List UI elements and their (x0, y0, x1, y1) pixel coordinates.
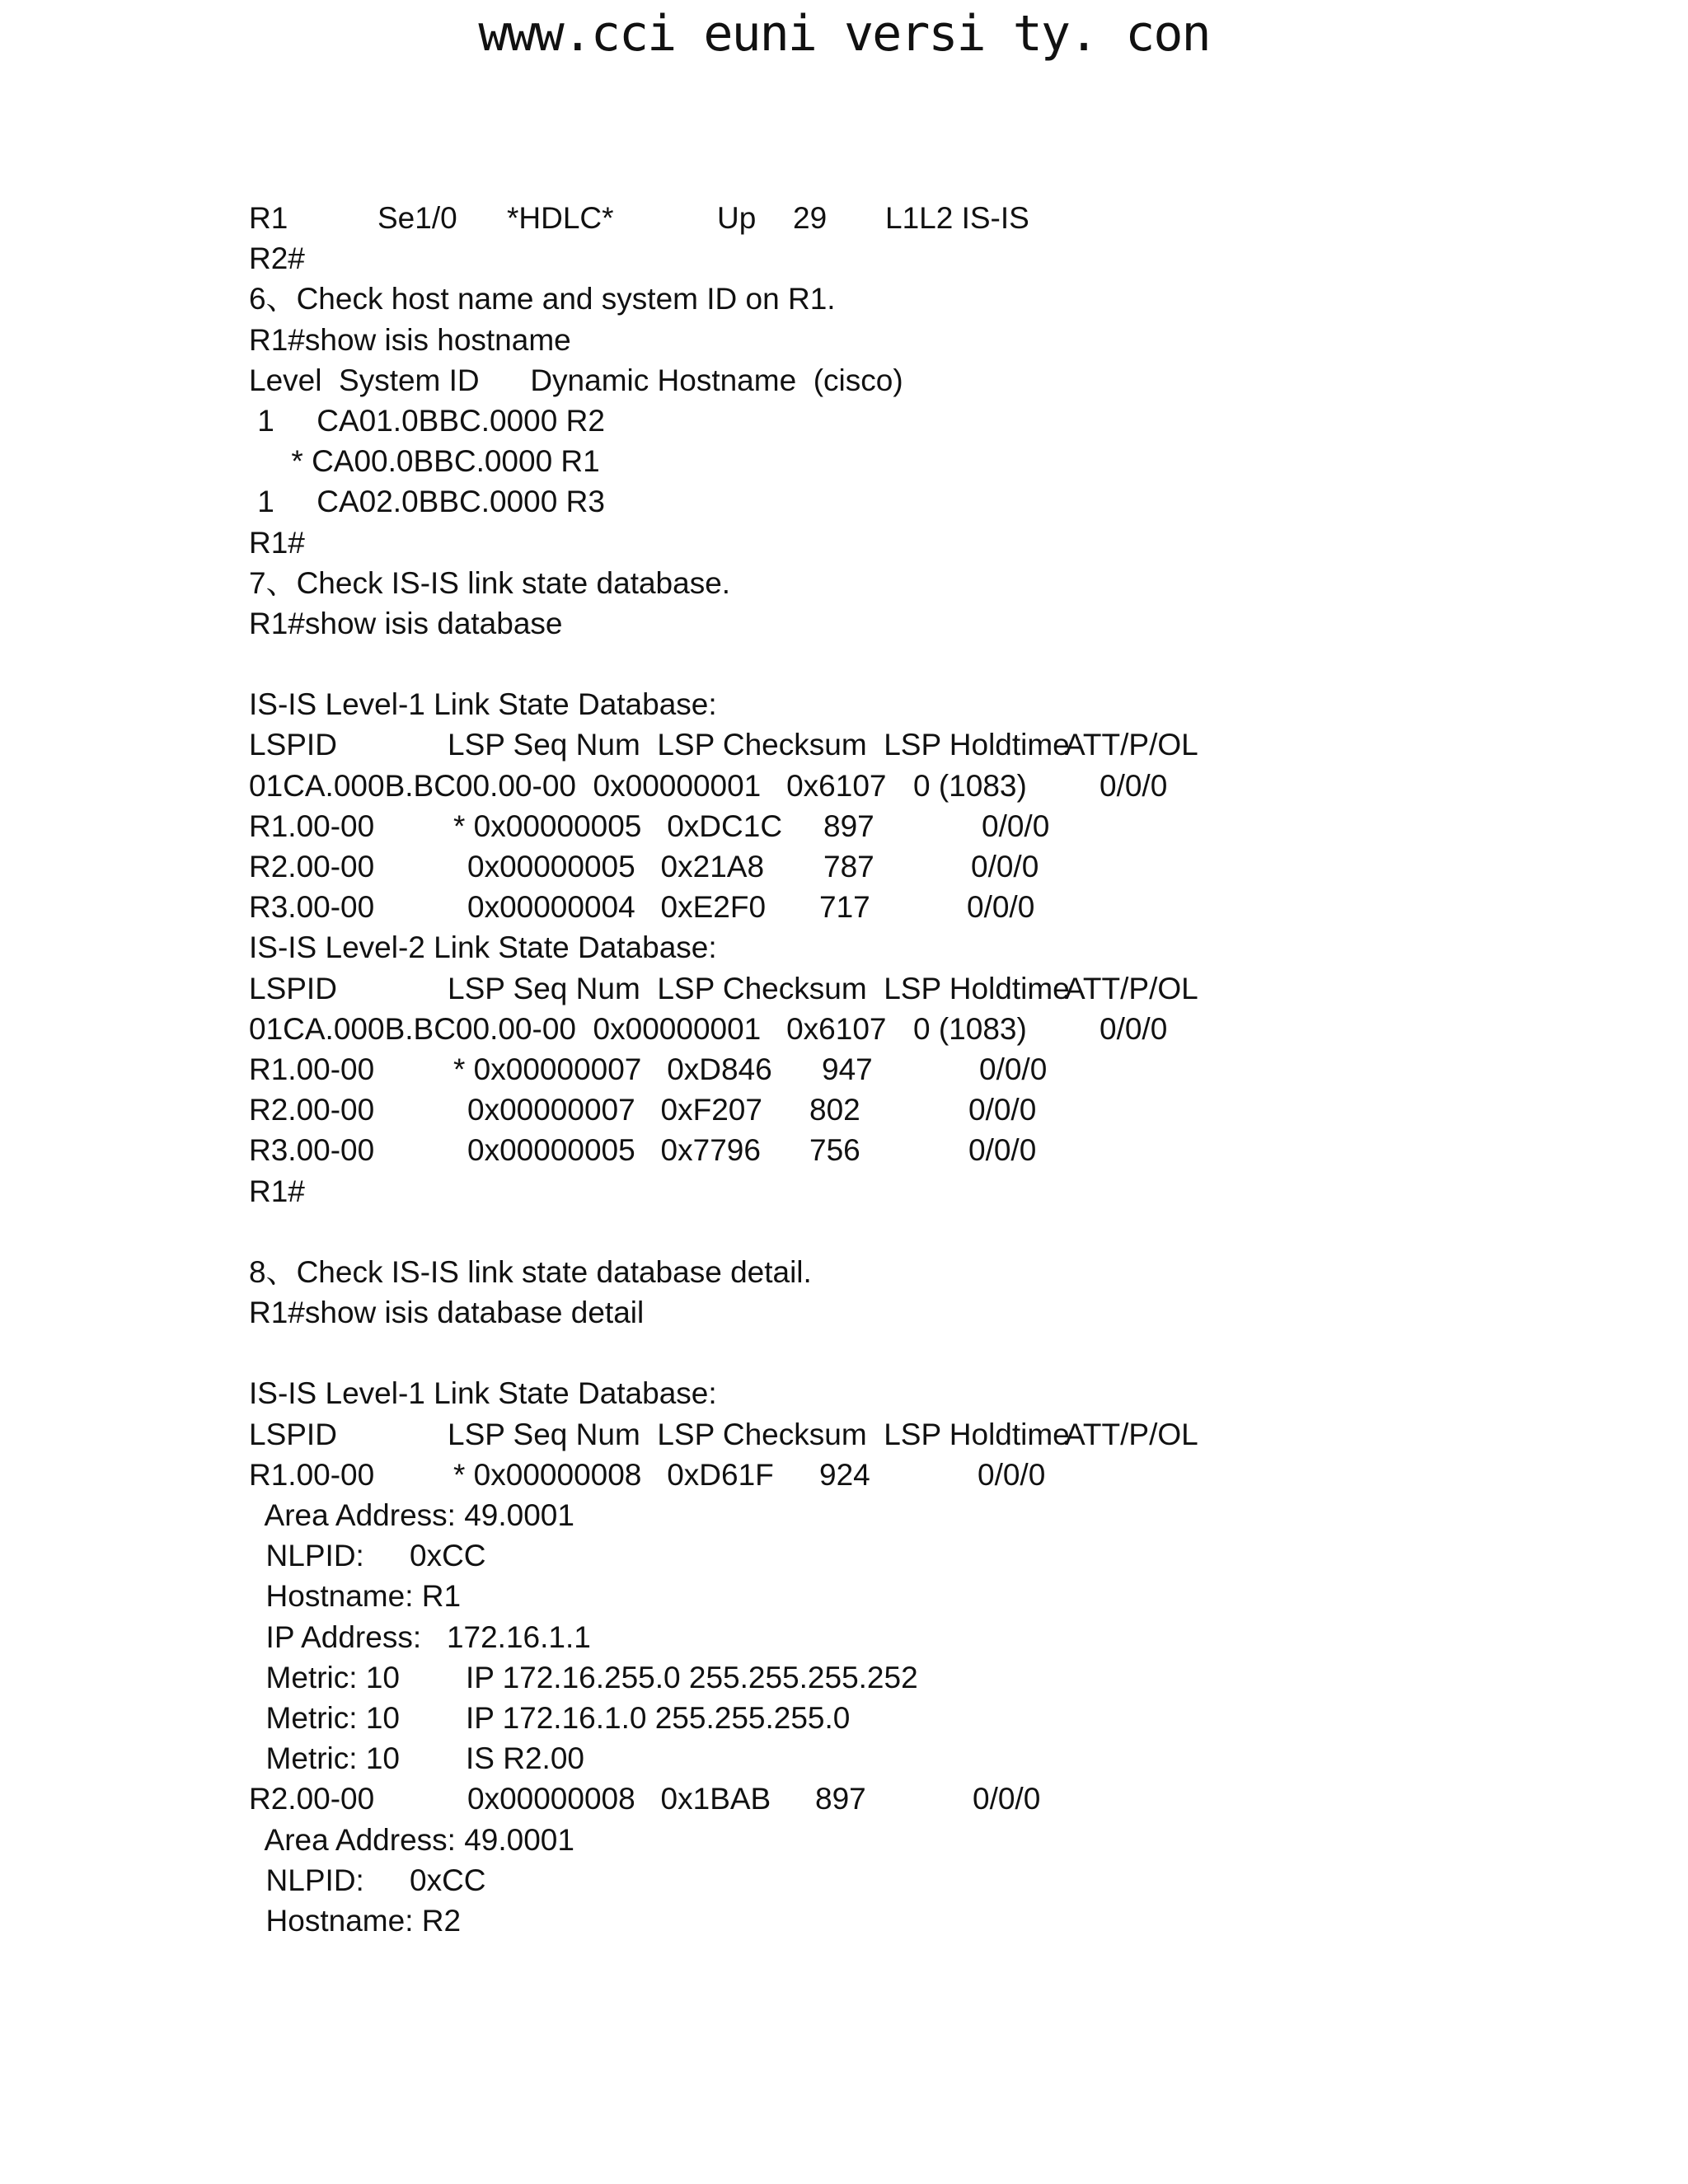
line-text: 897 (823, 808, 874, 843)
line-text: 0/0/0 (982, 808, 1050, 843)
document-line (249, 1130, 1650, 1170)
line-text: 0xCC (410, 1863, 486, 1897)
line-text: Metric: 10 (249, 1741, 400, 1776)
document-line (249, 1495, 1650, 1535)
line-text: LSPID (249, 1417, 337, 1451)
line-text: R2.00-00 (249, 1782, 375, 1816)
line-text: R1# (249, 525, 305, 560)
line-text: LSPID (249, 728, 337, 762)
line-text: 0/0/0 (971, 850, 1039, 883)
line-text: 6、Check host name and system ID on R1. (249, 282, 836, 316)
line-text: R1.00-00 (249, 1052, 375, 1086)
line-text: ATT/P/OL (1065, 728, 1198, 762)
document-line (249, 724, 1650, 765)
document-line (249, 1657, 1650, 1698)
line-text: IS-IS Level-1 Link State Database: (249, 687, 717, 722)
line-text: LSP Seq Num LSP Checksum LSP Holdtime (448, 1417, 1070, 1451)
document-line (249, 360, 1650, 401)
line-text: ATT/P/OL (1065, 1417, 1198, 1451)
line-text: 0/0/0 (968, 1133, 1037, 1168)
line-text: 756 (809, 1133, 860, 1168)
line-text: Hostname: R2 (249, 1903, 462, 1938)
line-text: 787 (823, 850, 874, 883)
document-line (249, 1820, 1650, 1860)
line-text: IP Address: 172.16.1.1 (249, 1619, 591, 1654)
line-text: Area Address: 49.0001 (249, 1498, 574, 1532)
document-body (249, 198, 1650, 1941)
document-line (249, 1698, 1650, 1738)
line-text: 0/0/0 (978, 1457, 1046, 1492)
document-line (249, 1090, 1650, 1130)
line-text: R2.00-00 (249, 1093, 375, 1127)
line-text: 01CA.000B.BC00.00-00 0x00000001 0x6107 (249, 1011, 887, 1046)
line-text: 7、Check IS-IS link state database. (249, 565, 731, 600)
document-line (249, 644, 1650, 684)
line-text: 802 (809, 1093, 860, 1127)
line-text: Se1/0 (377, 201, 457, 235)
line-text: 0x00000005 0x21A8 (467, 850, 765, 883)
line-text: LSP Seq Num LSP Checksum LSP Holdtime (448, 728, 1070, 762)
line-text: * 0x00000008 0xD61F (453, 1457, 774, 1492)
line-text: R3.00-00 (249, 1133, 375, 1168)
document-line (249, 1049, 1650, 1090)
document-line (249, 1333, 1650, 1373)
document-line (249, 1414, 1650, 1455)
line-text: 0x00000005 0x7796 (467, 1133, 761, 1168)
line-text: ATT/P/OL (1065, 971, 1198, 1005)
document-line (249, 563, 1650, 603)
line-text: 0 (1083) (913, 1011, 1027, 1046)
document-line (249, 927, 1650, 968)
line-text: R2.00-00 (249, 850, 375, 883)
line-text: * CA00.0BBC.0000 R1 (249, 444, 600, 479)
document-line (249, 684, 1650, 724)
document-line (249, 846, 1650, 887)
document-line (249, 1455, 1650, 1495)
document-line (249, 1535, 1650, 1576)
document-line (249, 238, 1650, 279)
line-text: R1#show isis hostname (249, 322, 571, 357)
line-text: *HDLC* (507, 201, 614, 235)
line-text: Hostname: R1 (249, 1579, 462, 1614)
line-text: IS-IS Level-1 Link State Database: (249, 1376, 717, 1411)
line-text: NLPID: (249, 1539, 364, 1573)
line-text: 0/0/0 (979, 1052, 1048, 1086)
line-text: * 0x00000005 0xDC1C (453, 808, 783, 843)
line-text: 29 (793, 201, 828, 235)
line-text: 0/0/0 (967, 890, 1035, 925)
document-line (249, 1171, 1650, 1212)
line-text: Metric: 10 (249, 1700, 400, 1735)
line-text: 0x00000008 0x1BAB (467, 1782, 771, 1816)
line-text: R2# (249, 241, 305, 276)
line-text: R1# (249, 1174, 305, 1208)
line-text: 897 (815, 1782, 866, 1816)
line-text: 947 (822, 1052, 873, 1086)
document-line (249, 198, 1650, 238)
document-line (249, 1373, 1650, 1413)
line-text: IP 172.16.255.0 255.255.255.252 (466, 1660, 918, 1694)
document-line (249, 1738, 1650, 1779)
line-text: 1 CA01.0BBC.0000 R2 (249, 403, 605, 438)
line-text: NLPID: (249, 1863, 364, 1897)
document-line (249, 766, 1650, 806)
document-line (249, 1009, 1650, 1049)
line-text: 0 (1083) (913, 768, 1027, 803)
document-line (249, 1252, 1650, 1292)
document-line (249, 441, 1650, 481)
line-text: R1#show isis database (249, 606, 563, 640)
line-text: LSPID (249, 971, 337, 1005)
document-line (249, 1576, 1650, 1616)
line-text: 0x00000004 0xE2F0 (467, 890, 767, 925)
line-text: Level System ID Dynamic Hostname (cisco) (249, 363, 903, 397)
line-text: 8、Check IS-IS link state database detail. (249, 1254, 812, 1289)
document-line (249, 1292, 1650, 1333)
document-line (249, 887, 1650, 927)
document-line (249, 806, 1650, 846)
document-line (249, 1617, 1650, 1657)
line-text: 01CA.000B.BC00.00-00 0x00000001 0x6107 (249, 768, 887, 803)
line-text: 0/0/0 (1100, 768, 1168, 803)
document-line (249, 968, 1650, 1009)
line-text: Metric: 10 (249, 1660, 400, 1694)
line-text: IS R2.00 (466, 1741, 584, 1776)
document-line (249, 523, 1650, 563)
line-text: L1L2 IS-IS (885, 201, 1029, 235)
document-line (249, 320, 1650, 360)
line-text: 1 CA02.0BBC.0000 R3 (249, 485, 605, 519)
watermark-url: www.cci euni versi ty. con (478, 5, 1210, 63)
line-text: * 0x00000007 0xD846 (453, 1052, 772, 1086)
line-text: 0/0/0 (968, 1093, 1037, 1127)
line-text: IP 172.16.1.0 255.255.255.0 (466, 1700, 851, 1735)
document-line (249, 603, 1650, 644)
line-text: IS-IS Level-2 Link State Database: (249, 930, 717, 965)
line-text: 0x00000007 0xF207 (467, 1093, 762, 1127)
document-line (249, 1212, 1650, 1252)
document-line (249, 1779, 1650, 1819)
line-text: R3.00-00 (249, 890, 375, 925)
document-line (249, 1900, 1650, 1941)
line-text: LSP Seq Num LSP Checksum LSP Holdtime (448, 971, 1070, 1005)
line-text: R1 (249, 201, 288, 235)
line-text: Area Address: 49.0001 (249, 1822, 574, 1857)
document-line (249, 401, 1650, 441)
line-text: R1.00-00 (249, 1457, 375, 1492)
line-text: R1.00-00 (249, 808, 375, 843)
document-line (249, 1860, 1650, 1900)
line-text: 0/0/0 (1100, 1011, 1168, 1046)
line-text: 717 (819, 890, 870, 925)
line-text: 0xCC (410, 1539, 486, 1573)
document-line (249, 481, 1650, 522)
line-text: 0/0/0 (973, 1782, 1041, 1816)
line-text: Up (717, 201, 757, 235)
document-line (249, 279, 1650, 319)
line-text: R1#show isis database detail (249, 1296, 645, 1330)
line-text: 924 (819, 1457, 870, 1492)
